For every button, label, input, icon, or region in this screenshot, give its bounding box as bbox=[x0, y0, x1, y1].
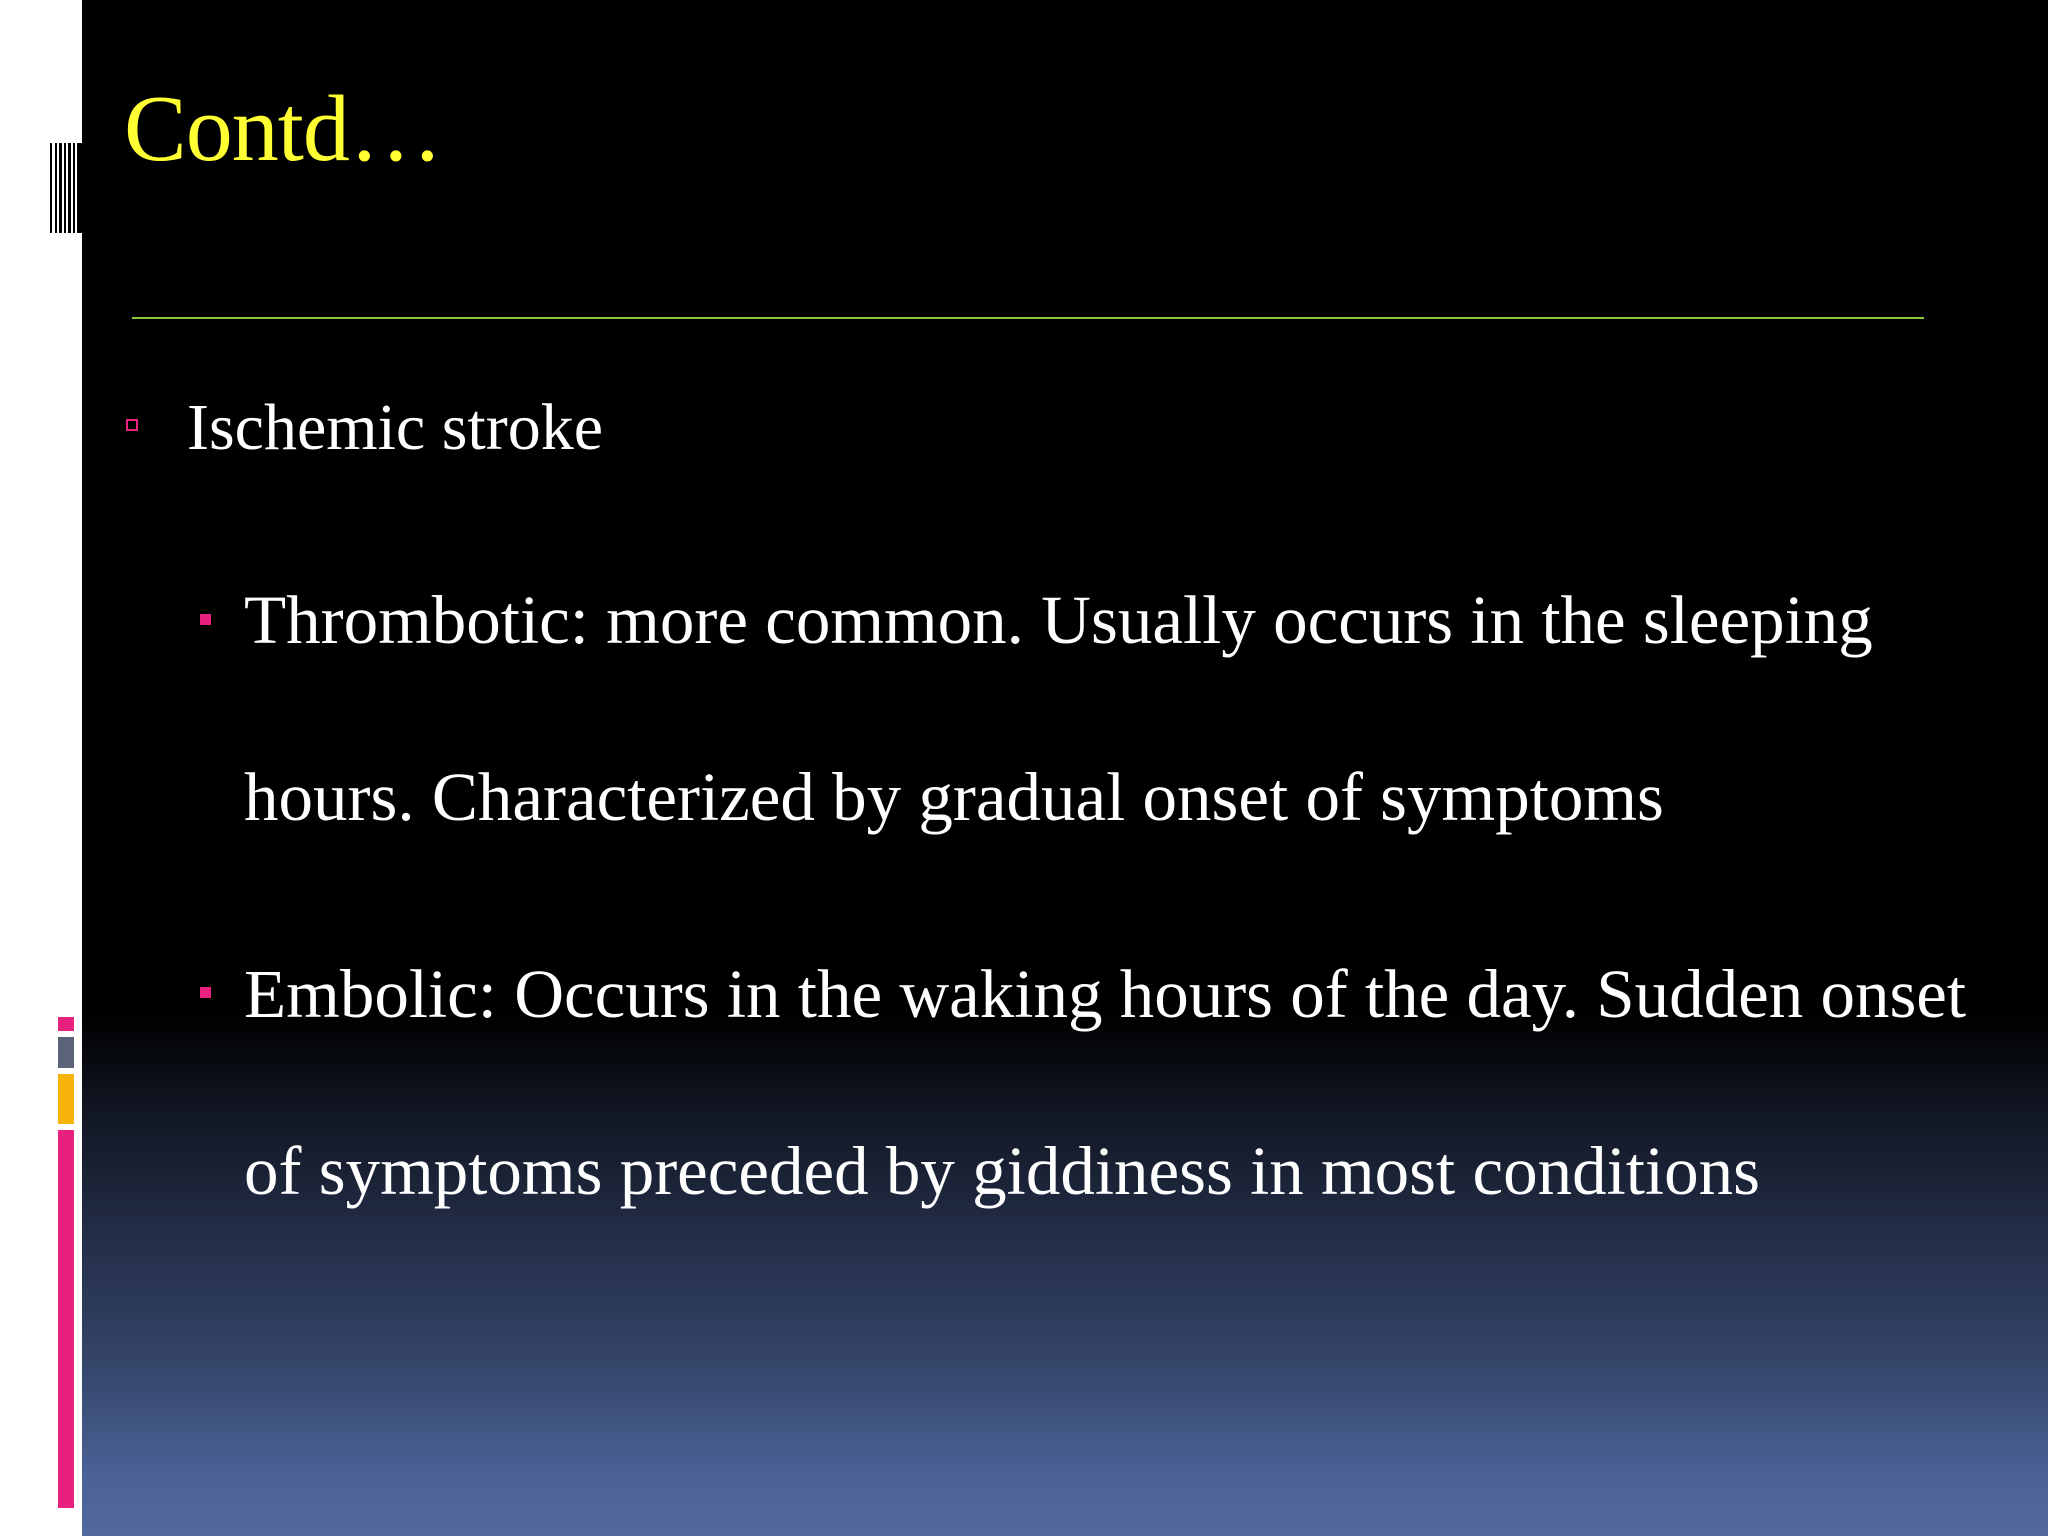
sub-bullet-embolic: Embolic: Occurs in the waking hours of the day. Sudden onset of symptoms preceded by giddiness in most conditions bbox=[244, 956, 1967, 1209]
title-decoration-bars bbox=[50, 143, 82, 233]
square-bullet-icon bbox=[200, 987, 211, 998]
slide-title: Contd… bbox=[124, 77, 442, 181]
side-accent-gold bbox=[58, 1074, 74, 1124]
hollow-square-bullet-icon bbox=[126, 419, 138, 431]
bullet-ischemic-stroke: Ischemic stroke bbox=[187, 391, 604, 464]
square-bullet-icon bbox=[200, 614, 211, 625]
sub-bullet-thrombotic: Thrombotic: more common. Usually occurs in the sleeping hours. Characterized by gradual onset of symptoms bbox=[244, 582, 1873, 835]
side-accent-pink-bar bbox=[58, 1130, 74, 1508]
title-divider-rule bbox=[132, 317, 1924, 319]
side-accent-gray bbox=[58, 1037, 74, 1068]
side-accent-pink-top bbox=[58, 1017, 74, 1031]
